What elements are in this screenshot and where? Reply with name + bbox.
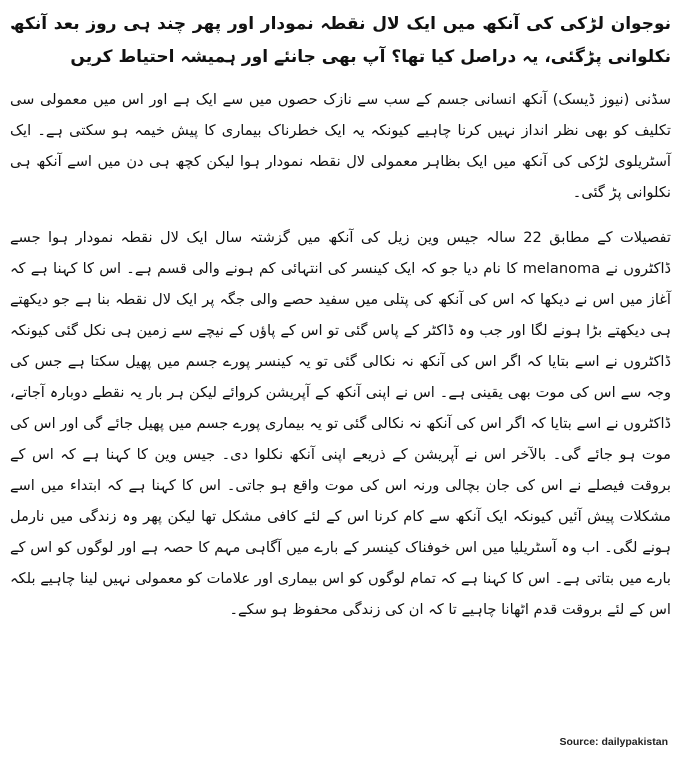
- source-credit: Source: dailypakistan: [559, 736, 668, 748]
- article-paragraph-details: [10, 222, 671, 625]
- paragraph-text: سڈنی (نیوز ڈیسک) آنکھ انسانی جسم کے سب سے نازک حصوں میں سے ایک ہے اور اس میں معمولی سی تکلیف کو بھی نظر انداز نہیں کرنا چاہیے کیونکہ یہ ایک خطرناک بیماری کا پیش خیمہ ہو سکتی ہے۔ ایک آسٹریلوی لڑکی کی آنکھ میں ایک بظاہر معمولی لال نقطہ نمودار ہوا لیکن کچھ ہی دن میں اسے آنکھ ہی نکلوانی پڑ گئی۔: [10, 91, 671, 201]
- article-paragraph-intro: [10, 84, 671, 208]
- article-title: نوجوان لڑکی کی آنکھ میں ایک لال نقطہ نمودار اور پھر چند ہی روز بعد آنکھ نکلوانی پڑگئی، یہ دراصل کیا تھا؟ آپ بھی جانئے اور ہمیشہ احتیاط کریں: [10, 14, 671, 67]
- paragraph-text: تفصیلات کے مطابق 22 سالہ جیس وین زیل کی آنکھ میں گزشتہ سال ایک لال نقطہ نمودار ہوا جسے ڈاکٹروں نے melanoma کا نام دیا جو کہ ایک کینسر کی انتہائی کم ہونے والی قسم ہے۔ اس کا کہنا ہے کہ آغاز میں اس نے دیکھا کہ اس کی آنکھ کی پتلی میں سفید حصے والی جگہ پر ایک لال نقطہ بنا ہے جو دیکھتے ہی دیکھتے بڑا ہونے لگا اور جب وہ ڈاکٹر کے پاس گئی تو اس کے پاؤں کے نیچے سے زمین ہی نکل گئی کیونکہ ڈاکٹروں نے اسے بتایا کہ اگر اس کی آنکھ نہ نکالی گئی تو یہ کینسر پورے جسم میں پھیل سکتا ہے جس کی وجہ سے اس کی موت بھی یقینی ہے۔ اس نے اپنی آنکھ کے آپریشن کروائے لیکن ہر بار یہ نقطے دوبارہ آجاتے، ڈاکٹروں نے اسے بتایا کہ اگر اس کی آنکھ نہ نکالی گئی تو یہ بیماری پورے جسم میں پھیل جائے گی اور اس کی موت ہو جائے گی۔ بالآخر اس نے آپریشن کے ذریعے اپنی آنکھ نکلوا دی۔ جیس وین کا کہنا ہے کہ اس کے بروقت فیصلے نے اس کی جان بچالی ورنہ اس کی موت واقع ہو جاتی۔ اس کا کہنا ہے کہ ابتداء میں اسے مشکلات پیش آئیں کیونکہ ایک آنکھ سے کام کرنا اس کے لئے کافی مشکل تھا لیکن پھر وہ زندگی میں نارمل ہونے لگی۔ اب وہ آسٹریلیا میں اس خوفناک کینسر کے بارے میں آگاہی مہم کا حصہ ہے اور لوگوں کو اس کے بارے میں بتاتی ہے۔ اس کا کہنا ہے کہ تمام لوگوں کو اس بیماری اور علامات کو معمولی نہیں لینا چاہیے بلکہ اس کے لئے بروقت قدم اٹھانا چاہیے تا کہ ان کی زندگی محفوظ ہو سکے۔: [10, 229, 671, 618]
